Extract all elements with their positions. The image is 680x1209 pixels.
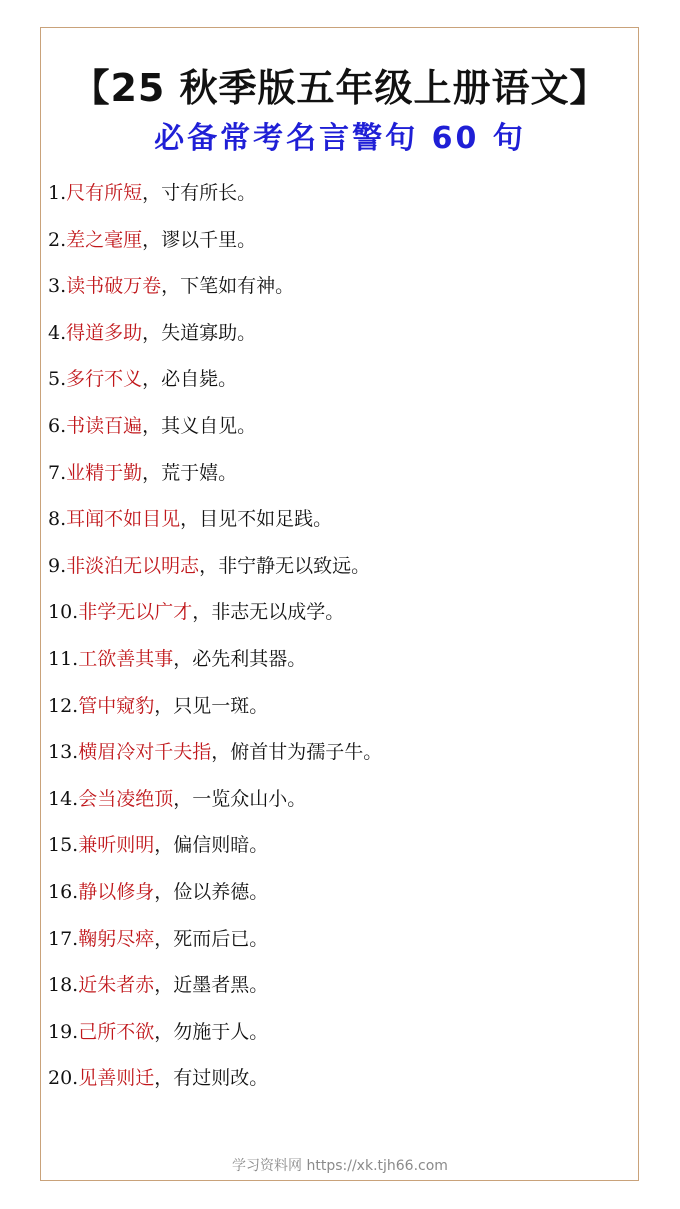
quote-first-half: 尺有所短 — [66, 182, 143, 204]
item-number: 2. — [48, 228, 67, 251]
list-item — [48, 1055, 628, 1102]
item-number: 6. — [48, 414, 67, 437]
quote-first-half: 书读百遍 — [66, 414, 143, 437]
quote-second-half: ，非宁静无以致远。 — [199, 554, 371, 577]
quote-second-half: ，死而后已。 — [154, 927, 269, 950]
list-item — [48, 356, 628, 403]
quote-list — [48, 170, 628, 1102]
quote-second-half: ，一览众山小。 — [173, 787, 307, 810]
quote-first-half: 近朱者赤 — [78, 974, 155, 997]
quote-second-half: ，必先利其器。 — [173, 647, 307, 670]
list-item — [48, 310, 628, 357]
list-item — [48, 1009, 628, 1056]
list-item — [48, 869, 628, 916]
quote-first-half: 非淡泊无以明志 — [66, 554, 200, 577]
item-number: 13. — [48, 741, 79, 764]
list-item — [48, 170, 628, 217]
item-number: 11. — [48, 647, 79, 670]
item-number: 4. — [48, 321, 67, 344]
page-title: 【25 秋季版五年级上册语文】 — [71, 66, 609, 110]
quote-second-half: ，下笔如有神。 — [161, 275, 295, 298]
item-number: 1. — [48, 182, 67, 204]
quote-first-half: 业精于勤 — [66, 461, 143, 484]
quote-first-half: 多行不义 — [66, 368, 143, 391]
list-item — [48, 496, 628, 543]
quote-first-half: 横眉冷对千夫指 — [78, 741, 212, 764]
quote-second-half: ，勿施于人。 — [154, 1020, 269, 1043]
list-item — [48, 450, 628, 497]
item-number: 5. — [48, 368, 67, 391]
item-number: 7. — [48, 461, 67, 484]
quote-first-half: 见善则迁 — [78, 1067, 155, 1090]
list-item — [48, 217, 628, 264]
quote-second-half: ，失道寡助。 — [142, 321, 257, 344]
item-number: 15. — [48, 834, 79, 857]
item-number: 18. — [48, 974, 79, 997]
quote-first-half: 会当凌绝顶 — [78, 787, 174, 810]
footer-watermark: 学习资料网 https://xk.tjh66.com — [232, 1158, 448, 1174]
quote-second-half: ，俭以养德。 — [154, 880, 269, 903]
item-number: 16. — [48, 880, 79, 903]
quote-second-half: ，偏信则暗。 — [154, 834, 269, 857]
item-number: 8. — [48, 508, 67, 531]
quote-second-half: ，其义自见。 — [142, 414, 257, 437]
list-item — [48, 263, 628, 310]
quote-first-half: 工欲善其事 — [78, 647, 174, 670]
list-item — [48, 962, 628, 1009]
quote-first-half: 读书破万卷 — [66, 275, 162, 298]
item-number: 3. — [48, 275, 67, 298]
quote-first-half: 兼听则明 — [78, 834, 155, 857]
quote-first-half: 差之毫厘 — [66, 228, 143, 251]
page-subtitle: 必备常考名言警句 60 句 — [154, 121, 526, 156]
quote-first-half: 耳闻不如目见 — [66, 508, 181, 531]
item-number: 14. — [48, 787, 79, 810]
list-item — [48, 729, 628, 776]
quote-first-half: 管中窥豹 — [78, 694, 155, 717]
quote-first-half: 得道多助 — [66, 321, 143, 344]
quote-second-half: ，只见一斑。 — [154, 694, 269, 717]
quote-second-half: ，荒于嬉。 — [142, 461, 238, 484]
quote-second-half: ，谬以千里。 — [142, 228, 257, 251]
quote-second-half: ，非志无以成学。 — [192, 601, 345, 624]
list-item — [48, 636, 628, 683]
quote-second-half: ，寸有所长。 — [142, 182, 257, 204]
list-item — [48, 683, 628, 730]
quote-first-half: 己所不欲 — [78, 1020, 155, 1043]
quote-first-half: 鞠躬尽瘁 — [78, 927, 155, 950]
quote-first-half: 静以修身 — [78, 880, 155, 903]
item-number: 20. — [48, 1067, 79, 1090]
list-item — [48, 916, 628, 963]
quote-second-half: ，必自毙。 — [142, 368, 238, 391]
item-number: 19. — [48, 1020, 79, 1043]
quote-first-half: 非学无以广才 — [78, 601, 193, 624]
item-number: 9. — [48, 554, 67, 577]
list-item — [48, 822, 628, 869]
list-item — [48, 589, 628, 636]
list-item — [48, 543, 628, 590]
quote-second-half: ，俯首甘为孺子牛。 — [211, 741, 383, 764]
list-item — [48, 403, 628, 450]
quote-second-half: ，目见不如足践。 — [180, 508, 333, 531]
item-number: 10. — [48, 601, 79, 624]
quote-second-half: ，近墨者黑。 — [154, 974, 269, 997]
item-number: 12. — [48, 694, 79, 717]
item-number: 17. — [48, 927, 79, 950]
quote-second-half: ，有过则改。 — [154, 1067, 269, 1090]
list-item — [48, 776, 628, 823]
